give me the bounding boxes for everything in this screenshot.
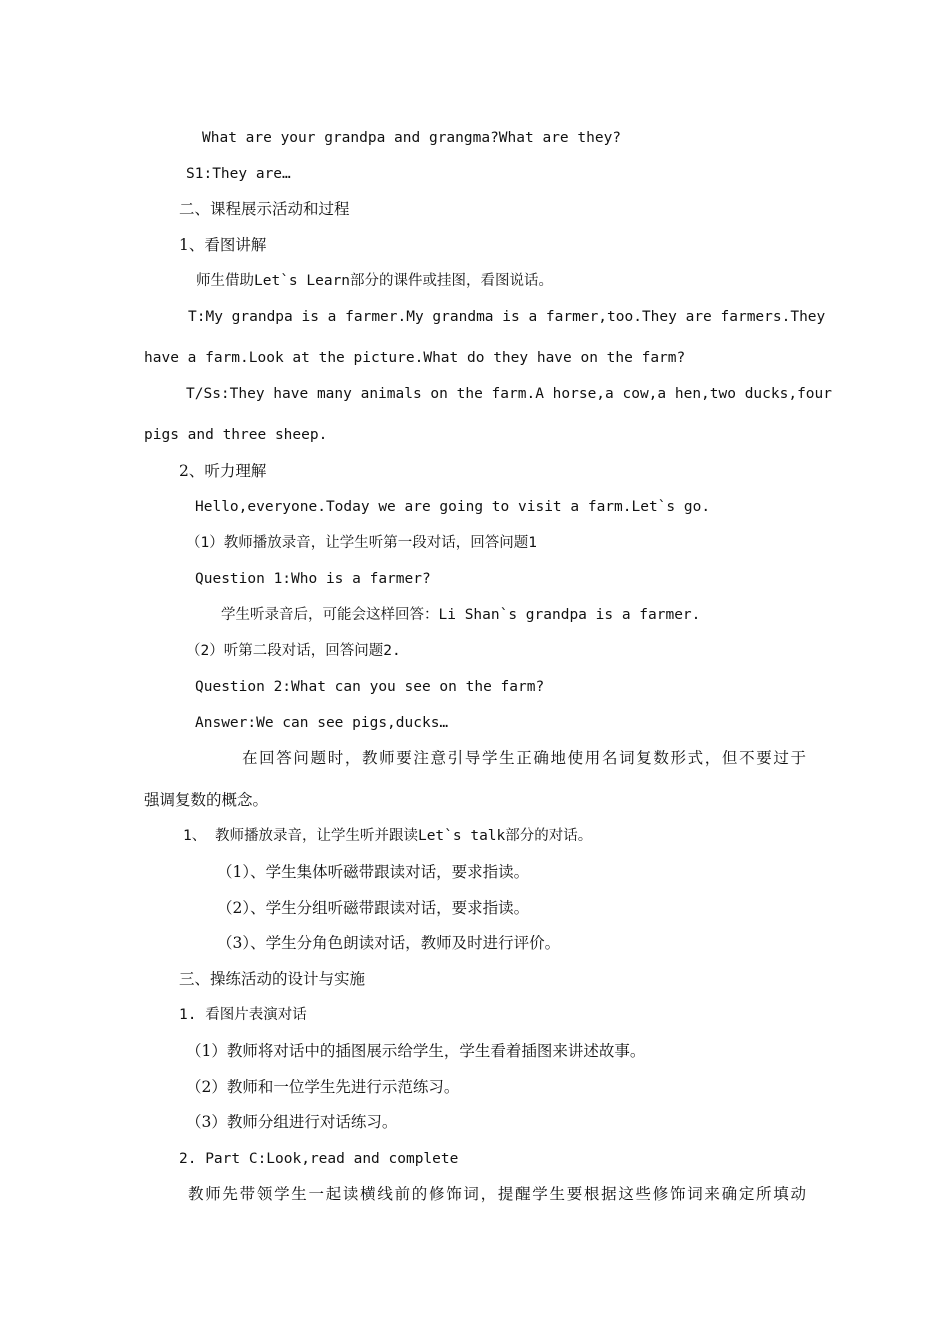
- list-item: （2）、学生分组听磁带跟读对话，要求指读。: [217, 899, 530, 917]
- section-heading: 二、课程展示活动和过程: [179, 200, 350, 218]
- paragraph-line: Hello,everyone.Today we are going to visit a farm.Let`s go.: [195, 499, 711, 515]
- list-item: （2）教师和一位学生先进行示范练习。: [186, 1078, 460, 1096]
- paragraph-line: （2）听第二段对话，回答问题2.: [186, 643, 401, 659]
- paragraph-line: 教师先带领学生一起读横线前的修饰词，提醒学生要根据这些修饰词来确定所填动: [188, 1185, 806, 1203]
- paragraph-line: Question 2:What can you see on the farm?: [195, 679, 545, 695]
- paragraph-line: 学生听录音后，可能会这样回答：Li Shan`s grandpa is a farmer.: [221, 607, 701, 623]
- subsection-heading: 1. 看图片表演对话: [179, 1007, 307, 1023]
- paragraph-line: 师生借助Let`s Learn部分的课件或挂图，看图说话。: [196, 273, 554, 289]
- paragraph-line: S1:They are…: [186, 166, 291, 182]
- paragraph-line: （1）教师播放录音，让学生听第一段对话，回答问题1: [186, 535, 537, 551]
- list-item: （3）教师分组进行对话练习。: [186, 1113, 398, 1131]
- paragraph-line: Answer:We can see pigs,ducks…: [195, 715, 449, 731]
- list-item: （3）、学生分角色朗读对话，教师及时进行评价。: [217, 934, 561, 952]
- subsection-heading: 2. Part C:Look,read and complete: [179, 1151, 459, 1167]
- paragraph-line: 在回答问题时，教师要注意引导学生正确地使用名词复数形式，但不要过于: [242, 749, 806, 767]
- section-heading: 三、操练活动的设计与实施: [179, 970, 366, 988]
- subsection-heading: 1、看图讲解: [179, 236, 267, 254]
- list-item: （1）、学生集体听磁带跟读对话，要求指读。: [217, 863, 530, 881]
- list-item: 1、 教师播放录音，让学生听并跟读Let`s talk部分的对话。: [183, 828, 593, 844]
- paragraph-line: have a farm.Look at the picture.What do they have on the farm?: [144, 350, 686, 366]
- paragraph-line: T:My grandpa is a farmer.My grandma is a farmer,too.They are farmers.They: [188, 309, 826, 325]
- paragraph-line: Question 1:Who is a farmer?: [195, 571, 431, 587]
- paragraph-line: What are your grandpa and grangma?What are they?: [202, 130, 622, 146]
- paragraph-line: 强调复数的概念。: [144, 791, 269, 809]
- paragraph-line: T/Ss:They have many animals on the farm.A horse,a cow,a hen,two ducks,four: [186, 386, 833, 402]
- paragraph-line: pigs and three sheep.: [144, 427, 328, 443]
- subsection-heading: 2、听力理解: [179, 462, 267, 480]
- list-item: （1）教师将对话中的插图展示给学生，学生看着插图来讲述故事。: [186, 1042, 646, 1060]
